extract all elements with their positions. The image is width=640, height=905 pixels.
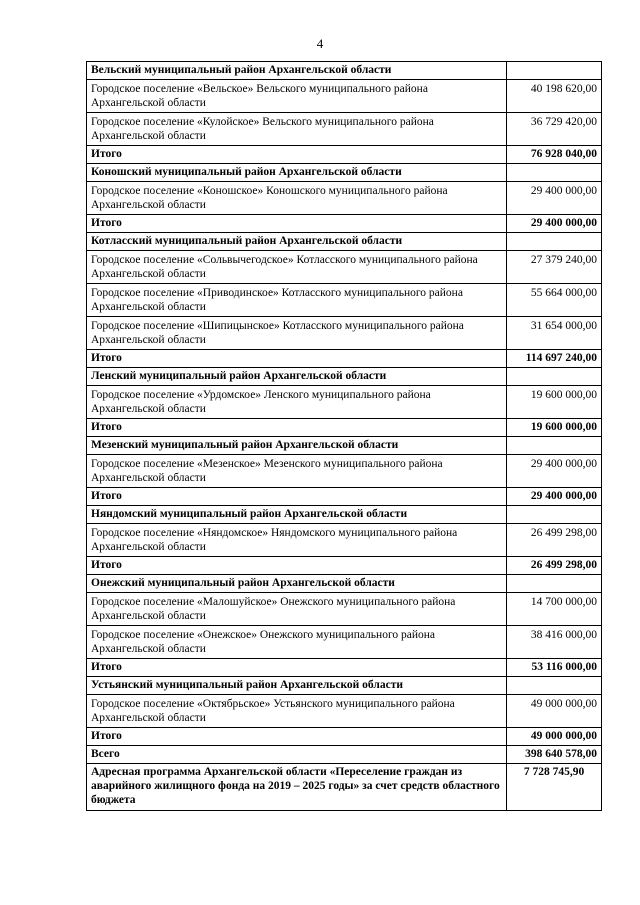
settlement-row <box>87 386 602 419</box>
settlement-name: Городское поселение «Урдомское» Ленского муниципального района Архангельской области <box>87 386 507 419</box>
settlement-amount: 38 416 000,00 <box>507 626 602 659</box>
page-number: 4 <box>316 36 324 51</box>
district-header-row <box>87 62 602 80</box>
program-row <box>87 764 602 811</box>
settlement-row <box>87 593 602 626</box>
settlement-row <box>87 524 602 557</box>
district-amount-empty <box>507 62 602 80</box>
district-header-row <box>87 233 602 251</box>
settlement-name: Городское поселение «Няндомское» Няндомского муниципального района Архангельской области <box>87 524 507 557</box>
program-amount: 7 728 745,90 <box>507 764 602 811</box>
settlement-row <box>87 455 602 488</box>
total-amount: 53 116 000,00 <box>507 659 602 677</box>
district-name: Коношский муниципальный район Архангельской области <box>87 164 507 182</box>
district-total-row <box>87 557 602 575</box>
total-label: Итого <box>87 215 507 233</box>
district-name: Ленский муниципальный район Архангельской области <box>87 368 507 386</box>
settlement-name: Городское поселение «Октябрьское» Устьянского муниципального района Архангельской области <box>87 695 507 728</box>
settlement-row <box>87 251 602 284</box>
settlement-name: Городское поселение «Мезенское» Мезенского муниципального района Архангельской области <box>87 455 507 488</box>
district-total-row <box>87 488 602 506</box>
district-amount-empty <box>507 575 602 593</box>
district-header-row <box>87 368 602 386</box>
settlement-amount: 14 700 000,00 <box>507 593 602 626</box>
total-label: Итого <box>87 146 507 164</box>
settlement-amount: 40 198 620,00 <box>507 80 602 113</box>
settlement-name: Городское поселение «Коношское» Коношского муниципального района Архангельской области <box>87 182 507 215</box>
district-name: Онежский муниципальный район Архангельской области <box>87 575 507 593</box>
district-total-row <box>87 146 602 164</box>
district-total-row <box>87 350 602 368</box>
settlement-row <box>87 113 602 146</box>
program-text: Адресная программа Архангельской области «Переселение граждан из аварийного жилищного фонда на 2019 – 2025 годы» за счет средств областного бюджета <box>87 764 507 811</box>
district-name: Вельский муниципальный район Архангельской области <box>87 62 507 80</box>
district-total-row <box>87 659 602 677</box>
total-label: Итого <box>87 488 507 506</box>
settlement-amount: 29 400 000,00 <box>507 455 602 488</box>
settlement-row <box>87 80 602 113</box>
district-header-row <box>87 164 602 182</box>
total-label: Итого <box>87 419 507 437</box>
settlement-name: Городское поселение «Приводинское» Котласского муниципального района Архангельской области <box>87 284 507 317</box>
total-label: Итого <box>87 557 507 575</box>
district-name: Няндомский муниципальный район Архангельской области <box>87 506 507 524</box>
district-amount-empty <box>507 368 602 386</box>
district-header-row <box>87 677 602 695</box>
district-total-row <box>87 215 602 233</box>
settlement-row <box>87 626 602 659</box>
district-header-row <box>87 506 602 524</box>
district-amount-empty <box>507 677 602 695</box>
settlement-name: Городское поселение «Шипицынское» Котласского муниципального района Архангельской области <box>87 317 507 350</box>
district-name: Устьянский муниципальный район Архангельской области <box>87 677 507 695</box>
settlement-name: Городское поселение «Малошуйское» Онежского муниципального района Архангельской области <box>87 593 507 626</box>
total-amount: 49 000 000,00 <box>507 728 602 746</box>
district-header-row <box>87 575 602 593</box>
settlement-name: Городское поселение «Вельское» Вельского муниципального района Архангельской области <box>87 80 507 113</box>
total-amount: 76 928 040,00 <box>507 146 602 164</box>
district-amount-empty <box>507 506 602 524</box>
total-amount: 114 697 240,00 <box>507 350 602 368</box>
total-amount: 29 400 000,00 <box>507 215 602 233</box>
district-name: Котласский муниципальный район Архангельской области <box>87 233 507 251</box>
grand-total-row <box>87 746 602 764</box>
settlement-row <box>87 695 602 728</box>
district-header-row <box>87 437 602 455</box>
budget-table <box>86 61 602 811</box>
settlement-name: Городское поселение «Онежское» Онежского муниципального района Архангельской области <box>87 626 507 659</box>
settlement-amount: 31 654 000,00 <box>507 317 602 350</box>
district-total-row <box>87 419 602 437</box>
settlement-amount: 19 600 000,00 <box>507 386 602 419</box>
settlement-row <box>87 317 602 350</box>
total-amount: 29 400 000,00 <box>507 488 602 506</box>
settlement-amount: 55 664 000,00 <box>507 284 602 317</box>
settlement-amount: 29 400 000,00 <box>507 182 602 215</box>
settlement-row <box>87 284 602 317</box>
district-total-row <box>87 728 602 746</box>
total-label: Итого <box>87 728 507 746</box>
total-amount: 26 499 298,00 <box>507 557 602 575</box>
district-amount-empty <box>507 437 602 455</box>
budget-table-body <box>87 62 602 811</box>
total-label: Итого <box>87 659 507 677</box>
total-label: Итого <box>87 350 507 368</box>
district-amount-empty <box>507 164 602 182</box>
settlement-row <box>87 182 602 215</box>
district-name: Мезенский муниципальный район Архангельской области <box>87 437 507 455</box>
district-amount-empty <box>507 233 602 251</box>
settlement-amount: 49 000 000,00 <box>507 695 602 728</box>
settlement-amount: 36 729 420,00 <box>507 113 602 146</box>
settlement-name: Городское поселение «Сольвычегодское» Котласского муниципального района Архангельской области <box>87 251 507 284</box>
grand-total-amount: 398 640 578,00 <box>507 746 602 764</box>
settlement-name: Городское поселение «Кулойское» Вельского муниципального района Архангельской области <box>87 113 507 146</box>
grand-total-label: Всего <box>87 746 507 764</box>
settlement-amount: 26 499 298,00 <box>507 524 602 557</box>
settlement-amount: 27 379 240,00 <box>507 251 602 284</box>
total-amount: 19 600 000,00 <box>507 419 602 437</box>
